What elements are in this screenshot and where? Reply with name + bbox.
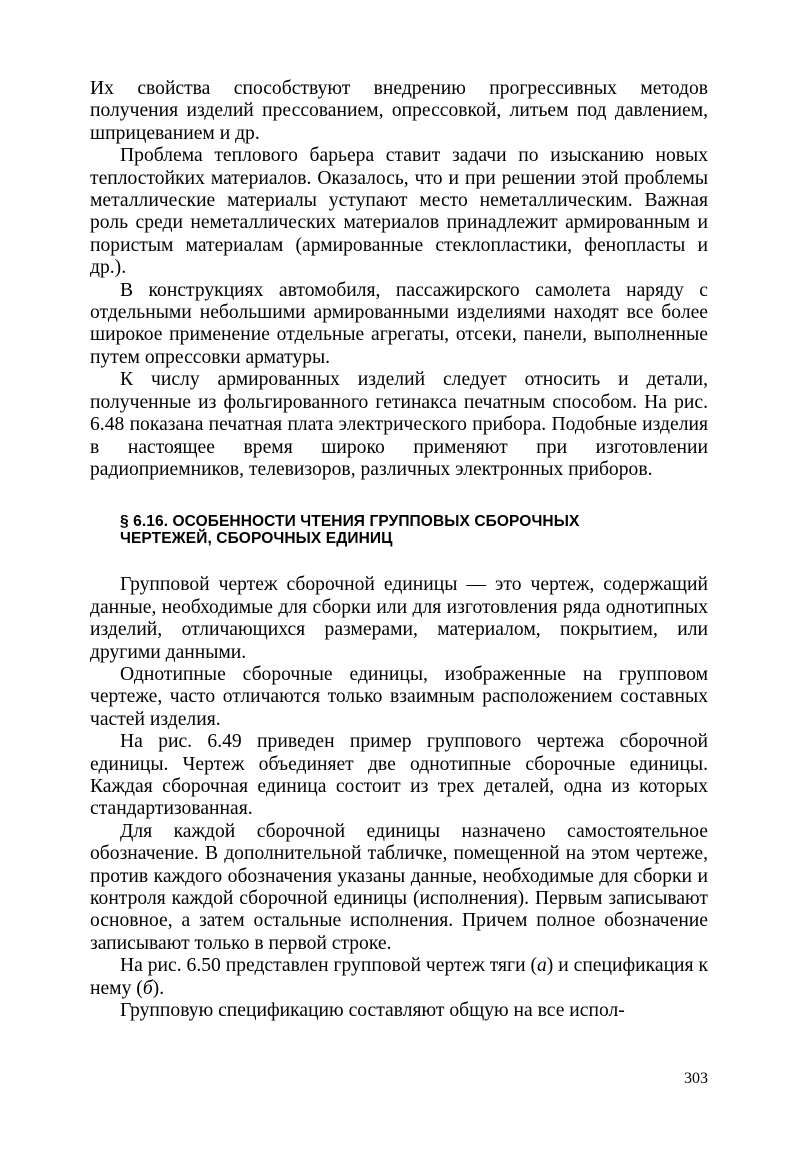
paragraph-figure-6-49: На рис. 6.49 приведен пример группового чертежа сборочной единицы. Чертеж объединяет две однотипные сборочные единицы. Каждая сборочная единица состоит из трех деталей, одна из которых стандартизованная. (90, 731, 708, 820)
figure-label-a: а (537, 955, 547, 977)
paragraph-group-drawing-definition: Групповой чертеж сборочной единицы — это чертеж, содержащий данные, необходимые для сборки или для изготовления ряда однотипных изделий, отличающихся размерами, материалом, покрытием, или другими данными. (90, 574, 708, 663)
paragraph-continued: Их свойства способствуют внедрению прогрессивных методов получения изделий прессованием, опрессовкой, литьем под давлением, шприцеванием и др. (90, 78, 708, 144)
paragraph-automotive-structures: В конструкциях автомобиля, пассажирского самолета наряду с отдельными небольшими армированными изделиями находят все более широкое применение отдельные агрегаты, отсеки, панели, выполненные путем опрессовки арматуры. (90, 279, 708, 368)
figure-text-end: ). (152, 977, 165, 999)
page-number: 303 (684, 1070, 708, 1087)
figure-text-start: На рис. 6.50 представлен групповой чертеж тяги ( (120, 955, 537, 977)
page-body (90, 78, 708, 1022)
section-heading-line-2: ЧЕРТЕЖЕЙ, СБОРОЧНЫХ ЕДИНИЦ (120, 530, 393, 548)
paragraph-similar-units: Однотипные сборочные единицы, изображенные на групповом чертеже, часто отличаются только взаимным расположением составных частей изделия. (90, 663, 708, 730)
paragraph-thermal-barrier: Проблема теплового барьера ставит задачи по изысканию новых теплостойких материалов. Оказалось, что и при решении этой проблемы металлические материалы уступают место неметаллическим. Важная роль среди неметаллических материалов принадлежит армированным и пористым материалам (армированные стеклопластики, фенопласты и др.). (90, 145, 708, 279)
paragraph-designation: Для каждой сборочной единицы назначено самостоятельное обозначение. В дополнительной табличке, помещенной на этом чертеже, против каждого обозначения указаны данные, необходимые для сборки и контроля каждой сборочной единицы (исполнения). Первым записывают основное, а затем остальные исполнения. Причем полное обозначение записывают только в первой строке. (90, 820, 708, 954)
paragraph-group-specification: Групповую спецификацию составляют общую на все испол- (120, 1000, 625, 1022)
figure-text-middle: ) и спецификация к нему ( (90, 955, 708, 999)
section-heading-line-1: § 6.16. ОСОБЕННОСТИ ЧТЕНИЯ ГРУППОВЫХ СБОРОЧНЫХ (120, 513, 580, 531)
figure-label-b: б (142, 977, 153, 999)
paragraph-printed-boards: К числу армированных изделий следует относить и детали, полученные из фольгированного гетинакса печатным способом. На рис. 6.48 показана печатная плата электрического прибора. Подобные изделия в настоящее время широко применяют при изготовлении радиоприемников, телевизоров, различных электронных приборов. (90, 369, 708, 480)
paragraph-figure-6-50 (90, 955, 708, 1000)
section-heading (120, 513, 708, 547)
